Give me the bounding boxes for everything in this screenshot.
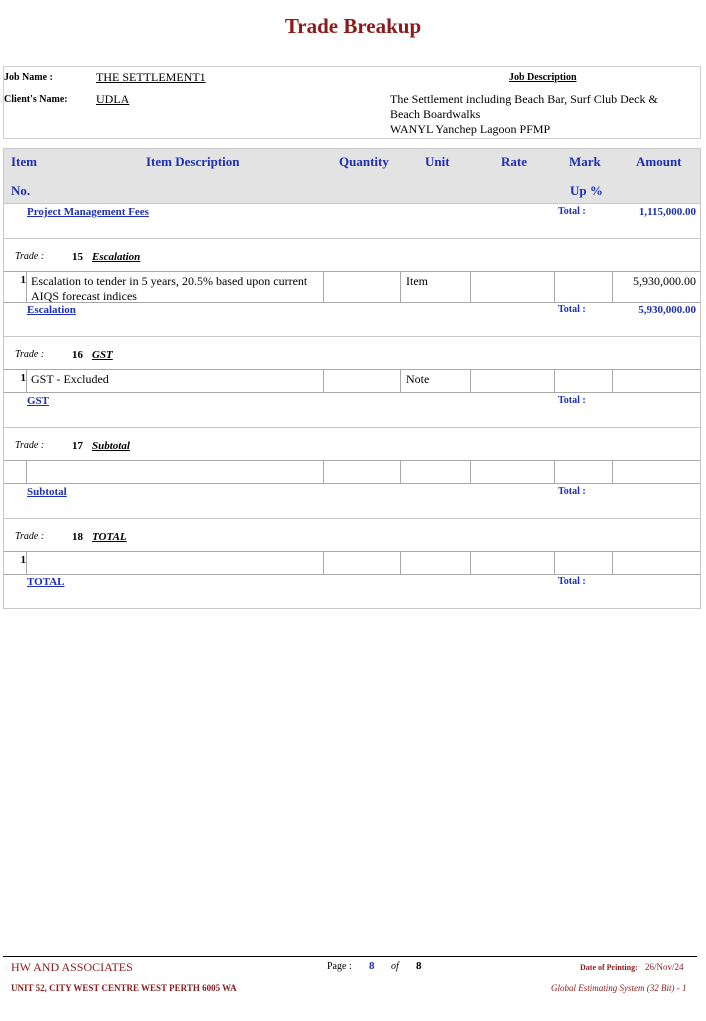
trade-link-project-management[interactable]: Project Management Fees	[27, 206, 149, 218]
trade-link-gst[interactable]: GST	[27, 395, 50, 407]
row-item-no: 1	[20, 554, 26, 566]
total-value: 1,115,000.00	[638, 206, 696, 218]
footer-of: of	[391, 961, 399, 972]
column-rate: Rate	[501, 154, 527, 169]
total-label: Total :	[558, 486, 586, 497]
trade-total-16	[3, 393, 701, 428]
job-description-line: WANYL Yanchep Lagoon PFMP	[390, 122, 551, 136]
trade-label: Trade :	[15, 251, 45, 262]
trade-link-total[interactable]: TOTAL	[27, 576, 65, 588]
trade-section-pm	[3, 204, 701, 239]
trade-total-15	[3, 303, 701, 337]
job-info-box	[3, 66, 701, 139]
client-name-value: UDLA	[96, 92, 130, 106]
footer-page-label: Page :	[327, 961, 352, 972]
total-value: 5,930,000.00	[638, 304, 696, 316]
page-title: Trade Breakup	[284, 14, 422, 38]
job-description-line: Beach Boardwalks	[390, 107, 481, 121]
trade-header-15	[3, 239, 701, 272]
trade-number: 18	[72, 531, 83, 543]
trade-header-17	[3, 428, 701, 461]
column-quantity: Quantity	[339, 154, 389, 169]
job-name-label: Job Name :	[4, 72, 53, 83]
trade-label: Trade :	[15, 349, 45, 360]
column-description: Item Description	[146, 154, 240, 169]
table-row	[3, 460, 701, 484]
column-header	[3, 148, 701, 204]
row-unit: Item	[406, 274, 428, 288]
row-item-no: 1	[20, 274, 26, 286]
table-row	[3, 369, 701, 393]
trade-label: Trade :	[15, 531, 45, 542]
column-item: Item	[11, 154, 37, 169]
total-label: Total :	[558, 206, 586, 217]
footer-divider	[3, 956, 697, 957]
job-name-value: THE SETTLEMENT1	[96, 70, 206, 84]
job-description-line: The Settlement including Beach Bar, Surf Club Deck &	[390, 92, 658, 106]
total-label: Total :	[558, 395, 586, 406]
trade-label: Trade :	[15, 440, 45, 451]
row-description: GST - Excluded	[31, 372, 109, 386]
trade-number: 17	[72, 440, 83, 452]
footer-page-number: 8	[369, 960, 375, 972]
footer-page-total: 8	[416, 960, 422, 972]
column-unit: Unit	[425, 154, 450, 169]
column-up: Up %	[570, 183, 603, 198]
job-description-heading: Job Description	[509, 72, 577, 83]
trade-number: 15	[72, 251, 83, 263]
trade-header-16	[3, 337, 701, 370]
trade-header-18	[3, 519, 701, 552]
trade-name: Escalation	[92, 251, 141, 263]
trade-link-escalation[interactable]: Escalation	[27, 304, 76, 316]
column-mark: Mark	[569, 154, 601, 169]
column-no: No.	[11, 183, 31, 198]
table-row	[3, 271, 701, 303]
trade-name: Subtotal	[92, 440, 130, 452]
client-name-label: Client's Name:	[4, 94, 68, 105]
trade-name: TOTAL	[92, 531, 127, 543]
trade-name: GST	[92, 349, 113, 361]
table-row	[3, 551, 701, 575]
trade-total-18	[3, 575, 701, 609]
footer-address: UNIT 52, CITY WEST CENTRE WEST PERTH 6005 WA	[11, 983, 237, 993]
footer-date-label: Date of Printing:	[580, 963, 638, 972]
footer-date: 26/Nov/24	[645, 962, 684, 972]
row-description: Escalation to tender in 5 years, 20.5% based upon current AIQS forecast indices	[31, 274, 308, 303]
row-item-no: 1	[20, 372, 26, 384]
footer-system: Global Estimating System (32 Bit) - 1	[551, 983, 687, 993]
row-amount: 5,930,000.00	[633, 274, 696, 288]
row-unit: Note	[406, 372, 430, 386]
total-label: Total :	[558, 304, 586, 315]
total-label: Total :	[558, 576, 586, 587]
trade-total-17	[3, 484, 701, 519]
trade-number: 16	[72, 349, 83, 361]
footer-company: HW AND ASSOCIATES	[11, 960, 133, 974]
column-amount: Amount	[636, 154, 682, 169]
trade-link-subtotal[interactable]: Subtotal	[27, 486, 67, 498]
